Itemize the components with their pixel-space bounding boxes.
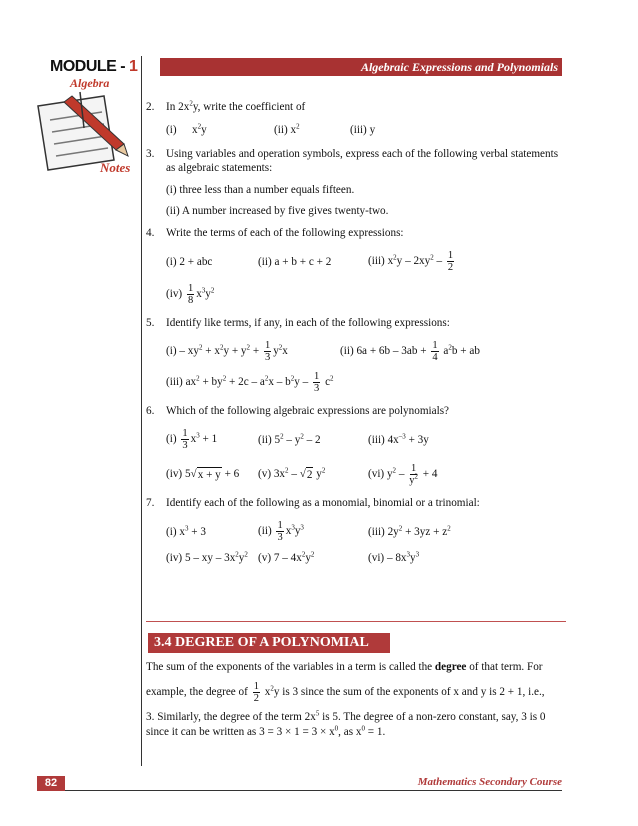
question-number: 7.	[146, 497, 155, 509]
statement-ii: (ii) A number increased by five gives twenty-two.	[166, 205, 389, 217]
paragraph-line-1: The sum of the exponents of the variables in a term is called the degree of that term. For	[146, 661, 543, 673]
question-3	[146, 147, 566, 218]
expression-i: (i) 2 + abc	[166, 255, 213, 268]
footer-divider	[65, 790, 562, 791]
question-text: Using variables and operation symbols, express each of the following verbal statements as algebraic statements:	[166, 148, 559, 174]
course-title: Mathematics Secondary Course	[417, 776, 562, 788]
question-text: Write the terms of each of the following expressions:	[166, 227, 404, 239]
paragraph-line-3: 3. Similarly, the degree of the term $2x^5$ is 5. The degree of a non-zero constant, say, 3 is 0	[146, 709, 546, 723]
question-5	[146, 316, 566, 394]
expression-iii: (iii) $4x^{-3} + 3y$	[368, 431, 429, 446]
section-heading: 3.4 DEGREE OF A POLYNOMIAL	[148, 633, 390, 653]
module-label	[50, 58, 137, 76]
expression-iii: (iii) $x^2y - 2xy^2$ – $\frac{1}{2}$	[368, 250, 454, 273]
expression-i: (i) $\frac{1}{3}$ $x^3 + 1$	[166, 428, 218, 451]
expression-v: (v) $3x^2$ – √ 2 $y^2$	[258, 466, 326, 481]
expression-iii: (iii) $2y^2 + 3yz + z^2$	[368, 523, 451, 538]
expression-ii: (ii) a + b + c + 2	[258, 255, 332, 268]
module-word: MODULE -	[50, 58, 130, 75]
expression-i: $(i) - xy^2 + x^2y + y^2$ + $\frac{1}{3}$ $y^2x$	[166, 340, 288, 363]
question-2	[146, 100, 566, 137]
section-paragraph	[146, 660, 566, 740]
question-text: In $2x^2y$, write the coefficient of	[166, 99, 306, 113]
question-number: 6.	[146, 405, 155, 417]
expression-ii: (ii) 6a + 6b – 3ab + $\frac{1}{4}$ $a^2b$ + ab	[340, 340, 480, 363]
section-divider	[146, 621, 566, 622]
expression-iv: (iv) $\frac{1}{8}$ $x^3y^2$	[166, 283, 215, 306]
subject-label: Algebra	[70, 76, 110, 90]
question-text: Identify each of the following as a monomial, binomial or a trinomial:	[166, 497, 480, 509]
question-4	[146, 226, 566, 306]
question-text: Which of the following algebraic expressions are polynomials?	[166, 405, 450, 417]
question-number: 3.	[146, 148, 155, 160]
option-label: (i)	[166, 124, 177, 136]
question-number: 5.	[146, 317, 155, 329]
expression-ii: (ii) $\frac{1}{3}$ $x^3y^3$	[258, 520, 304, 543]
expression-iv: (iv) 5 – xy – $3x^2y^2$	[166, 550, 248, 564]
option-i: $x^2y$	[192, 122, 207, 136]
paragraph-line-4: since it can be written as $3 = 3 \times 1 = 3 \times x^0$, as $x^0 = 1$.	[146, 724, 386, 738]
exercise-content	[146, 94, 566, 565]
chapter-header: Algebraic Expressions and Polynomials	[160, 58, 562, 76]
question-text: Identify like terms, if any, in each of the following expressions:	[166, 317, 450, 329]
expression-vi: (vi) $y^2$ – $\frac{1}{y^2}$ + 4	[368, 463, 438, 486]
expression-iv: (iv) 5 √ x + y + 6	[166, 468, 240, 481]
expression-i: (i) $x^3 + 3$	[166, 523, 206, 538]
sidebar-divider	[141, 56, 142, 766]
expression-vi: $(vi) - 8x^3y^3$	[368, 550, 420, 564]
statement-i: (i) three less than a number equals fifteen.	[166, 184, 355, 196]
question-7	[146, 496, 566, 565]
expression-v: (v) $7 - 4x^2y^2$	[258, 550, 315, 564]
question-number: 2.	[146, 101, 155, 113]
expression-iii: (iii) $ax^2 + by^2 + 2c - a^2x - b^2y$ – $\frac{1}{3}$ $c^2$	[166, 371, 334, 394]
option-iii: (iii) y	[350, 124, 376, 136]
question-number: 4.	[146, 227, 155, 239]
module-number: 1	[129, 58, 138, 75]
expression-ii: (ii) $5^2 - y^2 - 2$	[258, 431, 321, 446]
paragraph-line-2: example, the degree of $\frac{1}{2}$ $x^2y$ is 3 since the sum of the exponents of x and y is 2 + 1, i.e.,	[146, 681, 545, 704]
notes-label: Notes	[100, 160, 131, 175]
page-number: 82	[37, 776, 65, 791]
option-ii: (ii) $x^2$	[274, 122, 300, 136]
question-6	[146, 404, 566, 486]
